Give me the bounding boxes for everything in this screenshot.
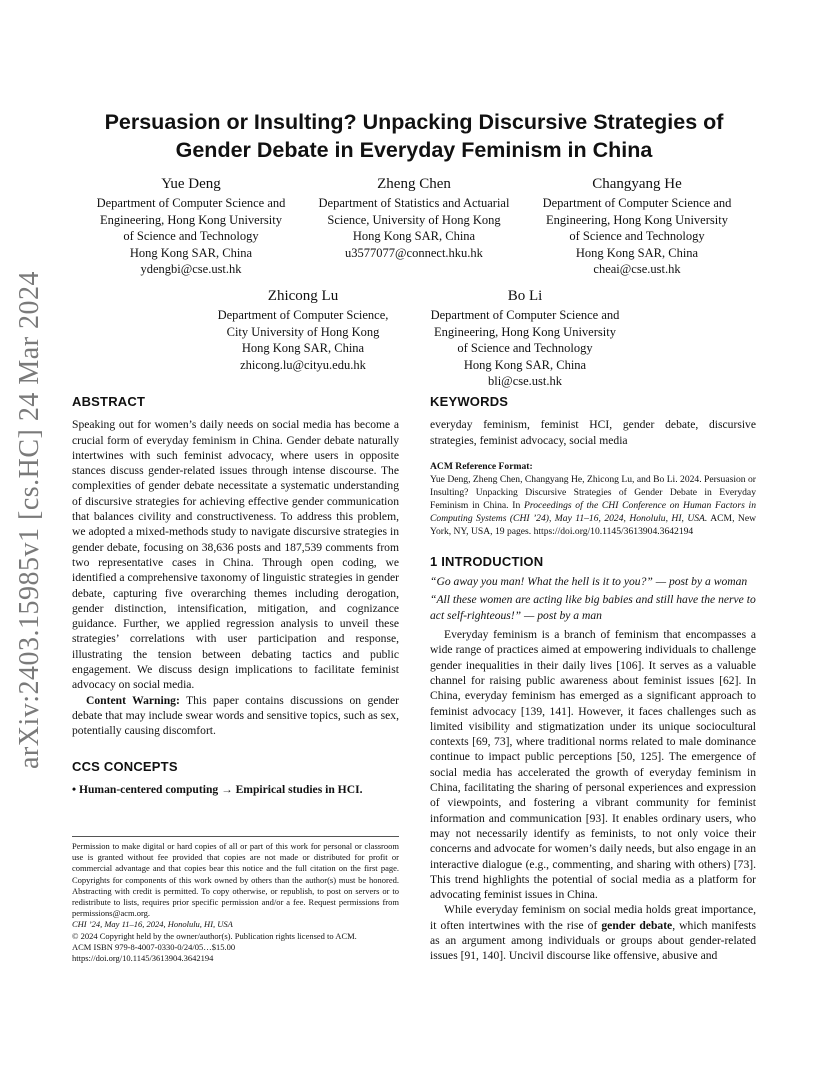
intro-heading: 1 INTRODUCTION xyxy=(430,553,544,569)
author-affiliation: Department of Statistics and Actuarial xyxy=(318,196,510,210)
author-affiliation: Engineering, Hong Kong University xyxy=(546,212,728,227)
author-name: Zheng Chen xyxy=(377,176,451,192)
author-affiliation: of Science and Technology xyxy=(123,229,259,243)
author-affiliation: Hong Kong SAR, China xyxy=(241,341,365,355)
ccs-heading: CCS CONCEPTS xyxy=(72,758,178,774)
author-affiliation: Department of Computer Science, xyxy=(217,308,389,322)
permission-text: Permission to make digital or hard copies of all or part of this work for personal or classroom use is granted without fee provided that copies are not made or distributed for profit or commercial advantage and that copies bear this notice and the full citation on the first page. Copyrights for components of this work owned by others than the author(s) must be honored. Abstracting with credit is permitted. To copy otherwise, or republish, to post on servers or to redistribute to lists, requires prior specific permission and/or a fee. Request permissions from permissions@acm.org. xyxy=(72,841,399,919)
acm-ref-proceedings: Proceedings of the CHI Conference on Human Factors in Computing Systems (CHI ’24), May 11–16, 2024, Honolulu, HI, USA. xyxy=(430,499,756,524)
keywords-heading: KEYWORDS xyxy=(430,394,509,409)
conference-line: CHI ’24, May 11–16, 2024, Honolulu, HI, USA xyxy=(72,919,233,930)
author-email: u3577077@connect.hku.hk xyxy=(345,245,483,260)
isbn-line: ACM ISBN 979-8-4007-0330-0/24/05…$15.00 xyxy=(72,941,236,952)
author-email: ydengbi@cse.ust.hk xyxy=(140,262,242,276)
acm-ref-label: ACM Reference Format: xyxy=(430,460,533,472)
author-block xyxy=(196,286,410,373)
arxiv-stamp xyxy=(8,270,52,770)
author-name: Zhicong Lu xyxy=(267,288,339,304)
author-email: bli@cse.ust.hk xyxy=(487,374,562,388)
keywords-body: everyday feminism, feminist HCI, gender debate, discursive strategies, feminist advocacy, social media xyxy=(430,418,756,447)
paper-title xyxy=(70,108,758,164)
content-warning xyxy=(72,693,399,739)
author-affiliation: Engineering, Hong Kong University xyxy=(100,212,282,227)
acm-reference xyxy=(430,460,756,538)
author-email: cheai@cse.ust.hk xyxy=(593,262,681,276)
abstract-heading: ABSTRACT xyxy=(72,394,146,409)
intro-quote-2: “All these women are acting like big babies and still have the nerve to act self-righteous!” — post by a man xyxy=(430,593,756,622)
intro-paragraph-2 xyxy=(430,902,756,963)
arxiv-stamp-text: arXiv:2403.15985v1 [cs.HC] 24 Mar 2024 xyxy=(14,270,45,770)
author-block xyxy=(80,174,302,278)
intro-p2-term: gender debate xyxy=(601,918,673,932)
acm-ref-text xyxy=(430,473,756,538)
author-name: Bo Li xyxy=(507,288,543,304)
copyright-line: © 2024 Copyright held by the owner/author(s). Publication rights licensed to ACM. xyxy=(72,930,357,941)
permission-footnote xyxy=(72,836,399,964)
content-warning-text: This paper contains discussions on gender debate that may include swear words and sensitive topics, such as sex, potentially causing discomfort. xyxy=(72,693,400,738)
title-line-2: Gender Debate in Everyday Feminism in China xyxy=(175,138,653,162)
acm-ref-tail: ACM, New York, NY, USA, 19 pages. https://doi.org/10.1145/3613904.3642194 xyxy=(430,512,757,537)
intro-p2-end: , which manifests as an argument among individuals or groups about gender-related issues [91, 140]. Uncivil discourse like offensive, abusive and xyxy=(430,918,756,963)
right-column xyxy=(430,394,756,964)
author-block xyxy=(414,286,636,390)
author-affiliation: Hong Kong SAR, China xyxy=(352,229,476,243)
intro-paragraph-1: Everyday feminism is a branch of feminism that encompasses a wide range of practices aimed at empowering individuals to challenge gender inequalities in their daily lives [106]. It serves as a valuable channel for raising public awareness about feminist issues [62]. In China, everyday feminism has emerged as a significant approach to feminist advocacy [139, 141]. However, it faces challenges such as limited visibility and stigmatization under its unique sociocultural contexts [69, 73], where traditional norms related to male dominance continue to impact public perceptions [50, 125]. The emergence of social media has accelerated the growth of everyday feminism in China, facilitating the sharing of personal experiences and expression of viewpoints, and fostering a vibrant community for feminist information and communication [93]. It enables ordinary users, who may not necessarily identify as feminists, to not only voice their concerns and advocate for women’s daily needs, but also engage in an interactive dialogue (e.g., commenting, and sharing with others) [73]. This trend highlights the potential of social media as a platform for advocating feminist issues in China. xyxy=(430,628,756,902)
author-affiliation: Engineering, Hong Kong University xyxy=(434,324,616,339)
author-affiliation: Hong Kong SAR, China xyxy=(463,357,587,372)
left-column xyxy=(72,394,399,797)
intro-p2-start: While everyday feminism on social media holds great importance, it often intertwines with the rise of xyxy=(430,903,756,932)
author-affiliation: Science, University of Hong Kong xyxy=(327,212,501,227)
author-affiliation: Hong Kong SAR, China xyxy=(129,245,253,260)
doi-link[interactable]: https://doi.org/10.1145/3613904.3642194 xyxy=(72,953,214,964)
author-affiliation: Department of Computer Science and xyxy=(430,308,620,322)
author-affiliation: Department of Computer Science and xyxy=(542,196,732,210)
acm-ref-authors: Yue Deng, Zheng Chen, Changyang He, Zhicong Lu, and Bo Li. 2024. Persuasion or Insulting? Unpacking Discursive Strategies of Gender Debate in Everyday Feminism in China. In xyxy=(430,473,756,511)
content-warning-label: Content Warning: xyxy=(86,693,180,707)
ccs-item: • Human-centered computing → Empirical studies in HCI. xyxy=(72,782,363,796)
author-affiliation: City University of Hong Kong xyxy=(226,324,380,339)
author-name: Changyang He xyxy=(592,176,682,192)
author-name: Yue Deng xyxy=(161,176,221,192)
author-block xyxy=(303,174,525,261)
author-affiliation: Hong Kong SAR, China xyxy=(575,245,699,260)
intro-quote-1: “Go away you man! What the hell is it to you?” — post by a woman xyxy=(430,575,748,589)
author-affiliation: of Science and Technology xyxy=(569,229,705,243)
author-block xyxy=(526,174,748,278)
author-email: zhicong.lu@cityu.edu.hk xyxy=(240,357,366,372)
author-affiliation: of Science and Technology xyxy=(457,341,593,355)
title-line-1: Persuasion or Insulting? Unpacking Discursive Strategies of xyxy=(104,110,724,134)
abstract-body: Speaking out for women’s daily needs on social media has become a crucial form of everyday feminism in China. Gender debate naturally intertwines with such feminist advocacy, where users in opposite stances discuss gender-related issues through intense discourse. The complexities of gender debate necessitate a systematic understanding of discursive strategies for achieving effective gender communication that balances civility and constructiveness. To address this problem, we adopted a mixed-methods study to navigate discursive strategies in gender debate, focusing on 38,636 posts and 187,539 comments from two representative cases in China. Through open coding, we identified a comprehensive taxonomy of linguistic strategies in gender debate, capturing five overarching themes including derogation, gender distinction, intensification, mitigation, and cognizance guidance. Further, we applied regression analysis to unveil these strategies’ correlations with user participation and response, illustrating the tension between debating tactics and public engagement. We discuss design implications to facilitate feminist advocacy on social media. xyxy=(72,418,399,692)
author-affiliation: Department of Computer Science and xyxy=(96,196,286,210)
